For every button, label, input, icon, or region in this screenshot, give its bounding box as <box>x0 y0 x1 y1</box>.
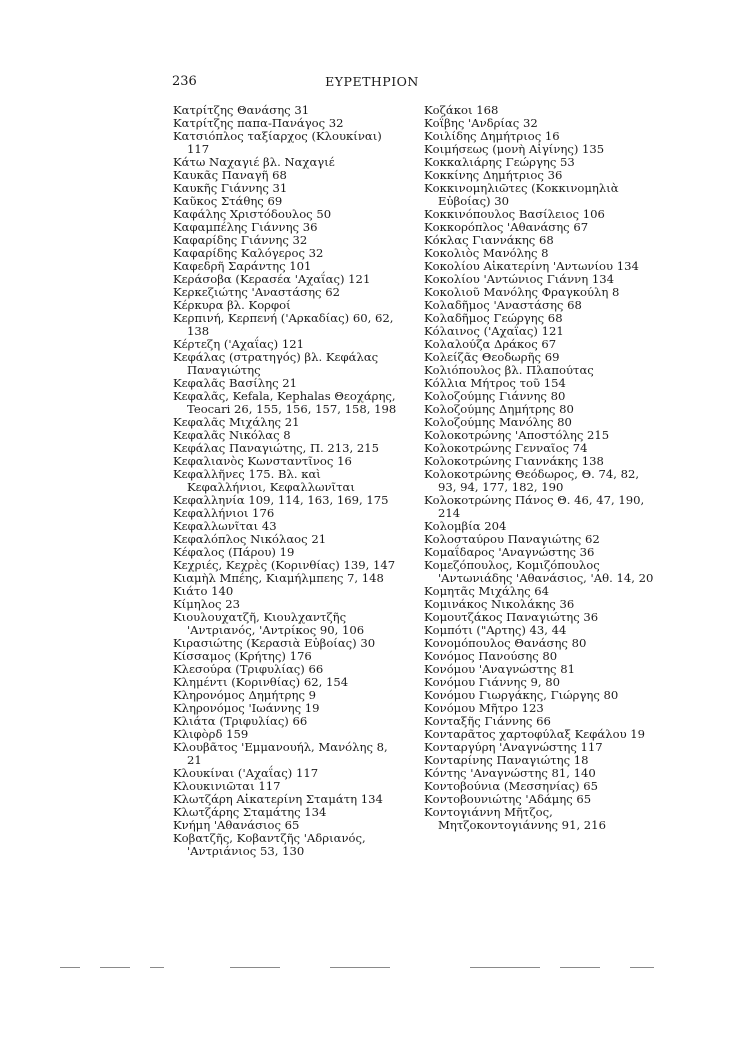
index-entry: Κόλαινος ('Αχαΐας) 121 <box>424 324 564 338</box>
index-entry: Κατσιόπλος ταξίαρχος (Κλουκίναι) 117 <box>173 129 382 156</box>
index-entry: Κεφαλλήνιοι 176 <box>173 506 275 520</box>
index-entry: Κονόμος Πανούσης 80 <box>424 649 558 663</box>
index-entry: Κολείζᾶς Θεοδωρῆς 69 <box>424 350 560 364</box>
index-entry: Κολοκοτρώνης Πάνος Θ. 46, 47, 190, 214 <box>424 493 645 520</box>
index-entry: Κοκολιοῦ Μανόλης Φραγκούλη 8 <box>424 285 620 299</box>
index-entry: Κίσσαμος (Κρήτης) 176 <box>173 649 312 663</box>
index-entry: Κονομόπουλος Θανάσης 80 <box>424 636 587 650</box>
index-entry: Κοκκινομηλιῶτες (Κοκκινομηλιὰ Εὐβοίας) 30 <box>424 181 619 208</box>
index-entry: Κολαλούζα Δράκος 67 <box>424 337 557 351</box>
running-title: ΕΥΡΕΤΗΡΙΟΝ <box>325 74 419 89</box>
page-header <box>0 74 744 92</box>
index-entry: Κοκκορόπλος 'Αθανάσης 67 <box>424 220 589 234</box>
index-entry: Κιουλουχατζῆ, Κιουλχαντζῆς 'Αντριανός, 'Αντρίκος 90, 106 <box>173 610 365 637</box>
index-entry: Κληρονόμος Δημήτρης 9 <box>173 688 317 702</box>
index-entry: Κόντης 'Αναγνώστης 81, 140 <box>424 766 596 780</box>
index-entry: Κλουκινιῶται 117 <box>173 779 281 793</box>
index-entry: Καφαρίδης Γιάννης 32 <box>173 233 308 247</box>
index-entry: Κολοζούμης Δημήτρης 80 <box>424 402 574 416</box>
index-entry: Κοζάκοι 168 <box>424 103 499 117</box>
index-column-left <box>173 104 403 858</box>
index-entry: Κολαδῆμος 'Αναστάσης 68 <box>424 298 582 312</box>
index-entry: Κολαδῆμος Γεώργης 68 <box>424 311 563 325</box>
index-entry: Κέρκυρα βλ. Κορφοί <box>173 298 291 312</box>
index-entry: Κονταξῆς Γιάννης 66 <box>424 714 551 728</box>
index-entry: Κοκολιὸς Μανόλης 8 <box>424 246 549 260</box>
index-entry: Κονόμου Γιωργάκης, Γιώργης 80 <box>424 688 619 702</box>
index-entry: Κοντογιάννη Μῆτζος, Μητζοκοντογιάννης 91, 216 <box>424 805 606 832</box>
index-entry: Κονόμου Μῆτρο 123 <box>424 701 544 715</box>
index-entry: Κλωτζάρη Αἰκατερίνη Σταμάτη 134 <box>173 792 383 806</box>
index-entry: Κεφαλᾶς Βασίλης 21 <box>173 376 298 390</box>
index-entry: Κολοζούμης Μανόλης 80 <box>424 415 572 429</box>
index-entry: Κιάτο 140 <box>173 584 234 598</box>
index-entry: Κολοσταύρου Παναγιώτης 62 <box>424 532 600 546</box>
index-entry: Κόκλας Γιαννάκης 68 <box>424 233 554 247</box>
index-entry: Κιαμὴλ Μπέης, Κιαμήλμπεης 7, 148 <box>173 571 384 585</box>
index-entry: Κοκκινόπουλος Βασίλειος 106 <box>424 207 605 221</box>
index-entry: Κεφάλας Παναγιώτης, Π. 213, 215 <box>173 441 380 455</box>
index-entry: Κοντοβουνιώτης 'Αδάμης 65 <box>424 792 592 806</box>
index-entry: Κληρονόμος 'Ιωάννης 19 <box>173 701 320 715</box>
index-entry: Κολοκοτρώνης Γενναῖος 74 <box>424 441 588 455</box>
index-entry: Καφαρίδης Καλόγερος 32 <box>173 246 324 260</box>
index-entry: Κάτω Ναχαγιέ βλ. Ναχαγιέ <box>173 155 335 169</box>
scan-artifact-line <box>330 967 390 968</box>
index-entry: Κολοκοτρώνης 'Αποστόλης 215 <box>424 428 610 442</box>
index-entry: Κολοκοτρώνης Θεόδωρος, Θ. 74, 82, 93, 94, 177, 182, 190 <box>424 467 640 494</box>
index-entry: Κεφαλόπλος Νικόλαος 21 <box>173 532 327 546</box>
index-entry: Κοντοβούνια (Μεσσηνίας) 65 <box>424 779 598 793</box>
index-entry: Καυκῆς Γιάννης 31 <box>173 181 288 195</box>
index-entry: Κολομβία 204 <box>424 519 507 533</box>
index-entry: Κοΐβης 'Ανδρίας 32 <box>424 116 538 130</box>
index-entry: Κοβατζῆς, Κοβαντζῆς 'Αδριανός, 'Αντριάνιος 53, 130 <box>173 831 366 858</box>
index-entry: Κολιόπουλος βλ. Πλαπούτας <box>424 363 594 377</box>
index-entry: Κομεζόπουλος, Κομιζόπουλος 'Αντωνιάδης 'Αθανάσιος, 'Αθ. 14, 20 <box>424 558 654 585</box>
index-entry: Κίμηλος 23 <box>173 597 240 611</box>
index-entry: Κοιμήσεως (μονὴ Αἰγίνης) 135 <box>424 142 605 156</box>
index-entry: Κεφαλᾶς Μιχάλης 21 <box>173 415 300 429</box>
scan-artifact-line <box>230 967 280 968</box>
index-entry: Κέφαλος (Πάρου) 19 <box>173 545 295 559</box>
index-entry: Κονόμου Γιάννης 9, 80 <box>424 675 561 689</box>
index-entry: Κοκολίου 'Αντώνιος Γιάννη 134 <box>424 272 614 286</box>
index-entry: Κεφαλλωνῖται 43 <box>173 519 277 533</box>
index-entry: Κομητᾶς Μιχάλης 64 <box>424 584 550 598</box>
index-entry: Κεφαλλῆνες 175. Βλ. καὶ Κεφαλλήνιοι, Κεφαλλωνῖται <box>173 467 355 494</box>
index-entry: Κονταρᾶτος χαρτοφύλαξ Κεφάλου 19 <box>424 727 646 741</box>
index-entry: Κεφάλας (στρατηγός) βλ. Κεφάλας Παναγιώτης <box>173 350 379 377</box>
index-entry: Καφεδρῆ Σαράντης 101 <box>173 259 312 273</box>
index-entry: Κεφαλᾶς Νικόλας 8 <box>173 428 291 442</box>
index-entry: Κατρίτζης Θανάσης 31 <box>173 103 310 117</box>
scan-artifact-line <box>100 967 130 968</box>
index-entry: Κλωτζάρης Σταμάτης 134 <box>173 805 327 819</box>
index-entry: Καῦκος Στάθης 69 <box>173 194 283 208</box>
index-entry: Κονταρίνης Παναγιώτης 18 <box>424 753 589 767</box>
index-entry: Καυκᾶς Παναγῆ 68 <box>173 168 287 182</box>
index-entry: Κοιλίδης Δημήτριος 16 <box>424 129 560 143</box>
index-entry: Κεφαλιανὸς Κωνσταντῖνος 16 <box>173 454 352 468</box>
index-entry: Κεχριές, Κεχρὲς (Κορινθίας) 139, 147 <box>173 558 396 572</box>
index-entry: Κοκκαλιάρης Γεώργης 53 <box>424 155 575 169</box>
index-entry: Κέρτεζη ('Αχαΐας) 121 <box>173 337 304 351</box>
index-entry: Κονταργύρη 'Αναγνώστης 117 <box>424 740 603 754</box>
scan-artifact-line <box>470 967 540 968</box>
index-entry: Κλιάτα (Τριφυλίας) 66 <box>173 714 308 728</box>
index-entry: Κόλλια Μήτρος τοῦ 154 <box>424 376 566 390</box>
index-entry: Κομουτζάκος Παναγιώτης 36 <box>424 610 599 624</box>
index-entry: Κεράσοβα (Κερασέα 'Αχαΐας) 121 <box>173 272 371 286</box>
index-entry: Κατρίτζης παπα-Πανάγος 32 <box>173 116 344 130</box>
index-entry: Κλουβᾶτος 'Εμμανουήλ, Μανόλης 8, 21 <box>173 740 388 767</box>
scan-artifact-line <box>150 967 164 968</box>
scan-artifact-line <box>60 967 80 968</box>
index-entry: Κομπότι ("Αρτης) 43, 44 <box>424 623 567 637</box>
index-entry: Κονόμου 'Αναγνώστης 81 <box>424 662 575 676</box>
index-entry: Κολοκοτρώνης Γιαννάκης 138 <box>424 454 604 468</box>
index-entry: Κομαΐδαρος 'Αναγνώστης 36 <box>424 545 595 559</box>
index-entry: Καφαμπέλης Γιάννης 36 <box>173 220 318 234</box>
index-entry: Κερκεζιώτης 'Αναστάσης 62 <box>173 285 340 299</box>
index-entry: Κεφαλᾶς, Kefala, Kephalas Θεοχάρης, Teocari 26, 155, 156, 157, 158, 198 <box>173 389 397 416</box>
page-number: 236 <box>172 74 197 89</box>
scan-artifact-line <box>630 967 654 968</box>
index-entry: Κιρασιώτης (Κερασιὰ Εὐβοίας) 30 <box>173 636 376 650</box>
index-entry: Κομινάκος Νικολάκης 36 <box>424 597 575 611</box>
index-entry: Κλιφὸρδ 159 <box>173 727 249 741</box>
index-entry: Κερπινή, Κερπενή ('Αρκαδίας) 60, 62, 138 <box>173 311 394 338</box>
index-entry: Κοκκίνης Δημήτριος 36 <box>424 168 563 182</box>
index-column-right <box>424 104 654 832</box>
index-entry: Κοκολίου Αἰκατερίνη 'Αντωνίου 134 <box>424 259 639 273</box>
index-entry: Κλουκίναι ('Αχαΐας) 117 <box>173 766 319 780</box>
index-entry: Κνήμη 'Αθανάσιος 65 <box>173 818 300 832</box>
index-entry: Κολοζούμης Γιάννης 80 <box>424 389 566 403</box>
index-entry: Κλημέντι (Κορινθίας) 62, 154 <box>173 675 349 689</box>
index-entry: Κλεσούρα (Τριφυλίας) 66 <box>173 662 324 676</box>
index-entry: Κεφαλληνία 109, 114, 163, 169, 175 <box>173 493 389 507</box>
index-entry: Καφάλης Χριστόδουλος 50 <box>173 207 332 221</box>
scan-artifact-line <box>560 967 600 968</box>
